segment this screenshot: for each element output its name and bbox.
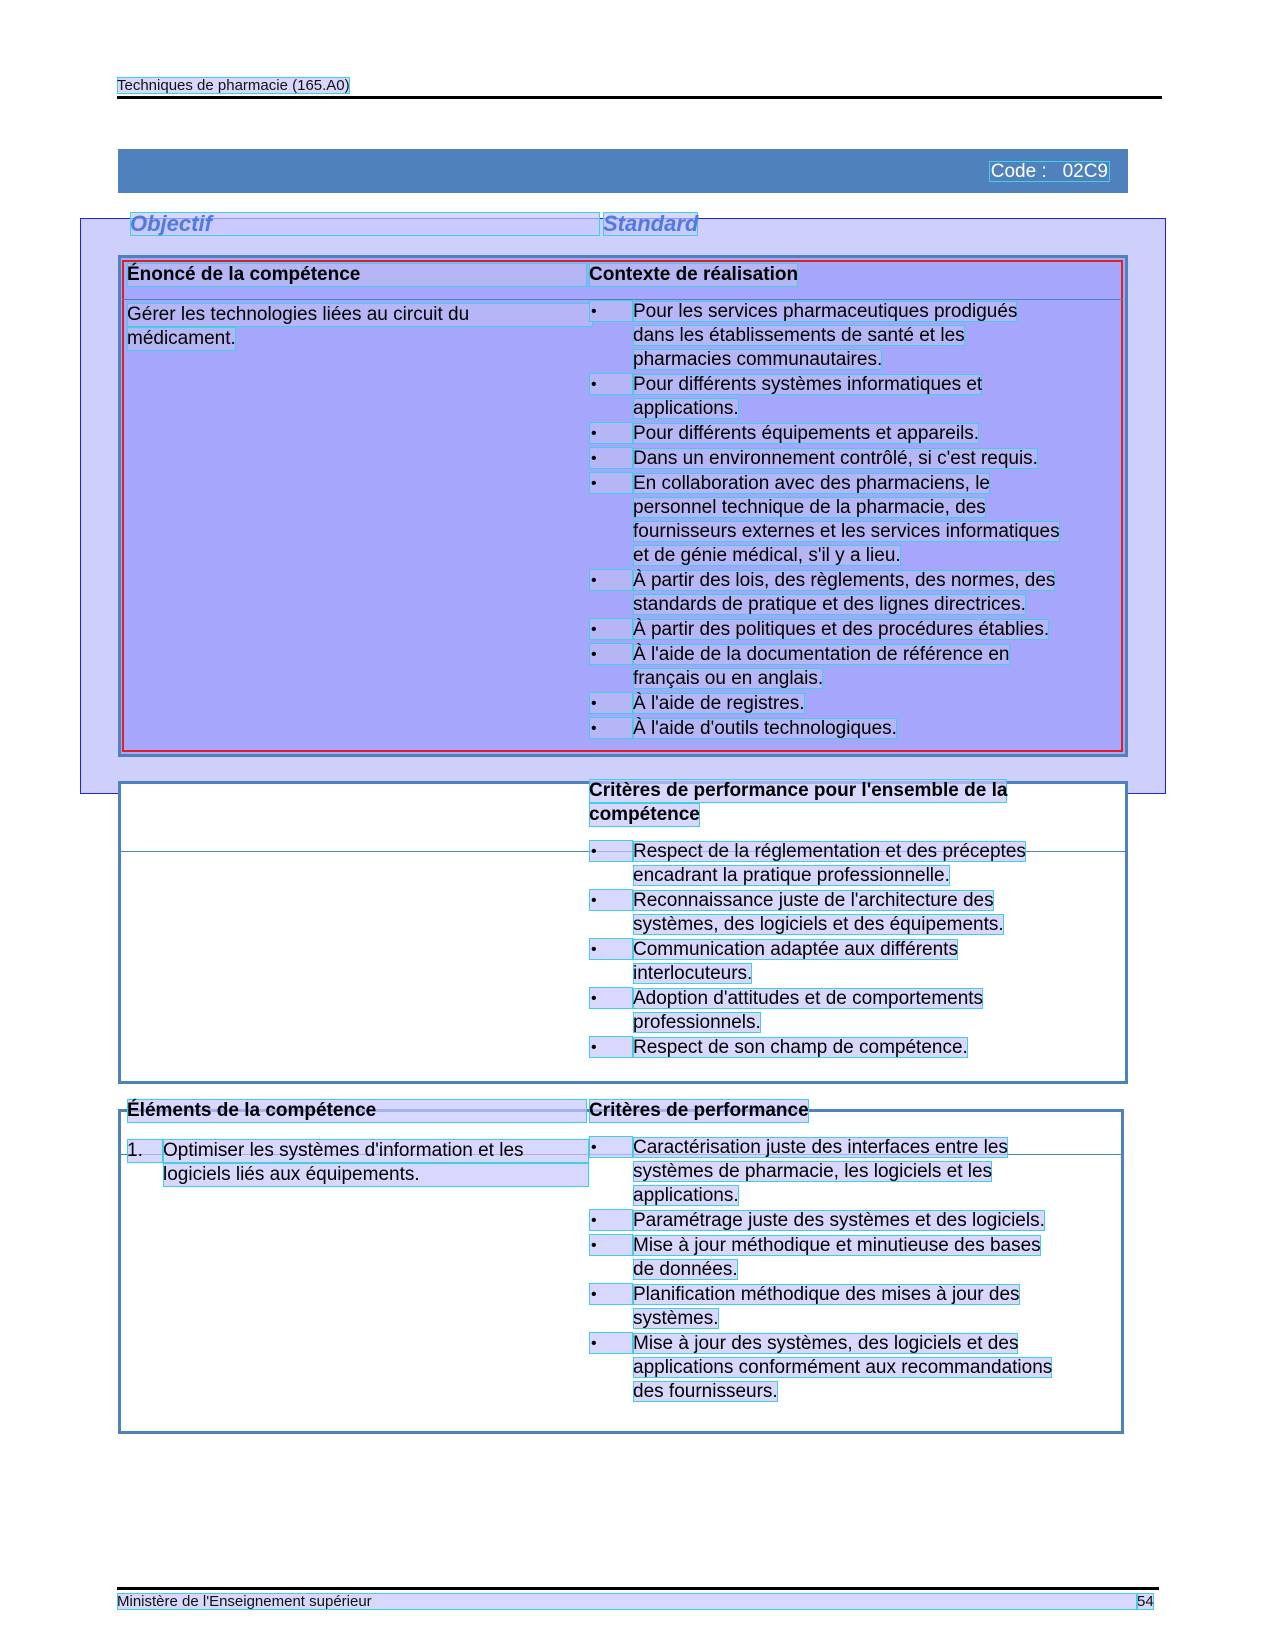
- bullet-icon: [589, 938, 633, 960]
- list-item-line: Pour différents équipements et appareils.: [633, 423, 980, 444]
- contexte-header: Contexte de réalisation: [589, 264, 799, 285]
- list-item-line: encadrant la pratique professionnelle.: [633, 865, 950, 886]
- element-line: Optimiser les systèmes d'information et les: [163, 1139, 589, 1163]
- header-line: compétence: [589, 804, 700, 825]
- list-item-line: Paramétrage juste des systèmes et des logiciels.: [633, 1210, 1045, 1231]
- performance-ensemble-header: [589, 779, 1007, 827]
- list-item-line: pharmacies communautaires.: [633, 349, 883, 370]
- bullet-icon: [589, 1209, 633, 1231]
- list-item-line: personnel technique de la pharmacie, des: [633, 497, 986, 518]
- bullet-icon: [589, 840, 633, 862]
- enonce-text: [127, 303, 593, 351]
- list-item-line: À partir des politiques et des procédures établies.: [633, 619, 1050, 640]
- list-item: [589, 300, 1089, 372]
- list-item: [589, 447, 1089, 471]
- list-item-line: À l'aide de la documentation de référence en: [633, 644, 1010, 665]
- list-item-line: interlocuteurs.: [633, 963, 753, 984]
- list-item-line: Communication adaptée aux différents: [633, 939, 958, 960]
- list-item: [589, 840, 1089, 888]
- list-item-line: Adoption d'attitudes et de comportements: [633, 988, 984, 1009]
- element-number: 1.: [127, 1139, 163, 1163]
- bullet-icon: [589, 1234, 633, 1256]
- list-item: [589, 373, 1089, 421]
- list-item-line: À partir des lois, des règlements, des normes, des: [633, 570, 1056, 591]
- enonce-line: médicament.: [127, 328, 236, 349]
- list-item: [589, 1283, 1089, 1331]
- list-item-line: systèmes, des logiciels et des équipements.: [633, 914, 1004, 935]
- bullet-icon: [589, 1283, 633, 1305]
- list-item-line: applications conformément aux recommandations: [633, 1357, 1053, 1378]
- list-item: [589, 1136, 1089, 1208]
- list-item: [589, 1036, 1089, 1060]
- list-item-line: et de génie médical, s'il y a lieu.: [633, 545, 901, 566]
- list-item-line: Mise à jour des systèmes, des logiciels et des: [633, 1333, 1019, 1354]
- bullet-icon: [589, 472, 633, 494]
- list-item-line: Respect de la réglementation et des préceptes: [633, 841, 1026, 862]
- objectif-label: Objectif: [130, 212, 600, 236]
- list-item: [589, 938, 1089, 986]
- bullet-icon: [589, 618, 633, 640]
- list-item: [589, 987, 1089, 1035]
- bullet-icon: [589, 692, 633, 714]
- list-item-line: français ou en anglais.: [633, 668, 824, 689]
- element-text: [163, 1139, 589, 1187]
- standard-label: Standard: [603, 211, 699, 236]
- list-item: [589, 1209, 1089, 1233]
- bullet-icon: [589, 987, 633, 1009]
- code-bar: [118, 149, 1128, 193]
- list-item-line: de données.: [633, 1259, 738, 1280]
- page-number: 54: [1137, 1593, 1154, 1610]
- bullet-icon: [589, 569, 633, 591]
- list-item-line: Reconnaissance juste de l'architecture des: [633, 890, 994, 911]
- criteres-list: [589, 1136, 1089, 1405]
- criteres-header: Critères de performance: [589, 1100, 809, 1121]
- element-line: logiciels liés aux équipements.: [163, 1163, 589, 1187]
- performance-ensemble-list: [589, 840, 1089, 1061]
- header-rule: [117, 96, 1162, 99]
- list-item: [589, 1234, 1089, 1282]
- list-item-line: systèmes.: [633, 1308, 719, 1329]
- list-item: [589, 889, 1089, 937]
- bullet-icon: [589, 373, 633, 395]
- list-item-line: applications.: [633, 1185, 739, 1206]
- list-item-line: applications.: [633, 398, 739, 419]
- bullet-icon: [589, 1332, 633, 1354]
- list-item: [589, 472, 1089, 568]
- contexte-list: [589, 300, 1089, 742]
- bullet-icon: [589, 1136, 633, 1158]
- list-item-line: Pour les services pharmaceutiques prodigués: [633, 301, 1018, 322]
- list-item-line: Mise à jour méthodique et minutieuse des bases: [633, 1235, 1041, 1256]
- list-item-line: des fournisseurs.: [633, 1381, 778, 1402]
- list-item: [589, 717, 1089, 741]
- list-item-line: dans les établissements de santé et les: [633, 325, 965, 346]
- list-item-line: Dans un environnement contrôlé, si c'est requis.: [633, 448, 1038, 469]
- list-item: [589, 643, 1089, 691]
- elements-header: Éléments de la compétence: [127, 1099, 587, 1123]
- bullet-icon: [589, 717, 633, 739]
- bullet-icon: [589, 643, 633, 665]
- enonce-line: Gérer les technologies liées au circuit du: [127, 303, 593, 327]
- list-item-line: Planification méthodique des mises à jour des: [633, 1284, 1020, 1305]
- list-item-line: À l'aide de registres.: [633, 693, 805, 714]
- list-item: [589, 422, 1089, 446]
- enonce-header: Énoncé de la compétence: [127, 263, 587, 287]
- list-item-line: En collaboration avec des pharmaciens, le: [633, 473, 990, 494]
- list-item-line: Caractérisation juste des interfaces entre les: [633, 1137, 1008, 1158]
- list-item-line: Pour différents systèmes informatiques et: [633, 374, 983, 395]
- bullet-icon: [589, 1036, 633, 1058]
- bullet-icon: [589, 889, 633, 911]
- bullet-icon: [589, 422, 633, 444]
- header-line: Critères de performance pour l'ensemble de la: [589, 780, 1008, 801]
- code-label: Code : 02C9: [990, 161, 1108, 182]
- list-item-line: systèmes de pharmacie, les logiciels et les: [633, 1161, 993, 1182]
- header-title: Techniques de pharmacie (165.A0): [117, 77, 350, 94]
- footer-ministry: Ministère de l'Enseignement supérieur: [117, 1593, 1137, 1610]
- list-item: [589, 692, 1089, 716]
- footer-rule: [117, 1587, 1159, 1590]
- bullet-icon: [589, 447, 633, 469]
- list-item: [589, 569, 1089, 617]
- list-item-line: Respect de son champ de compétence.: [633, 1037, 968, 1058]
- list-item: [589, 1332, 1089, 1404]
- list-item-line: fournisseurs externes et les services informatiques: [633, 521, 1060, 542]
- list-item: [589, 618, 1089, 642]
- bullet-icon: [589, 300, 633, 322]
- list-item-line: professionnels.: [633, 1012, 761, 1033]
- list-item-line: À l'aide d'outils technologiques.: [633, 718, 897, 739]
- list-item-line: standards de pratique et des lignes directrices.: [633, 594, 1026, 615]
